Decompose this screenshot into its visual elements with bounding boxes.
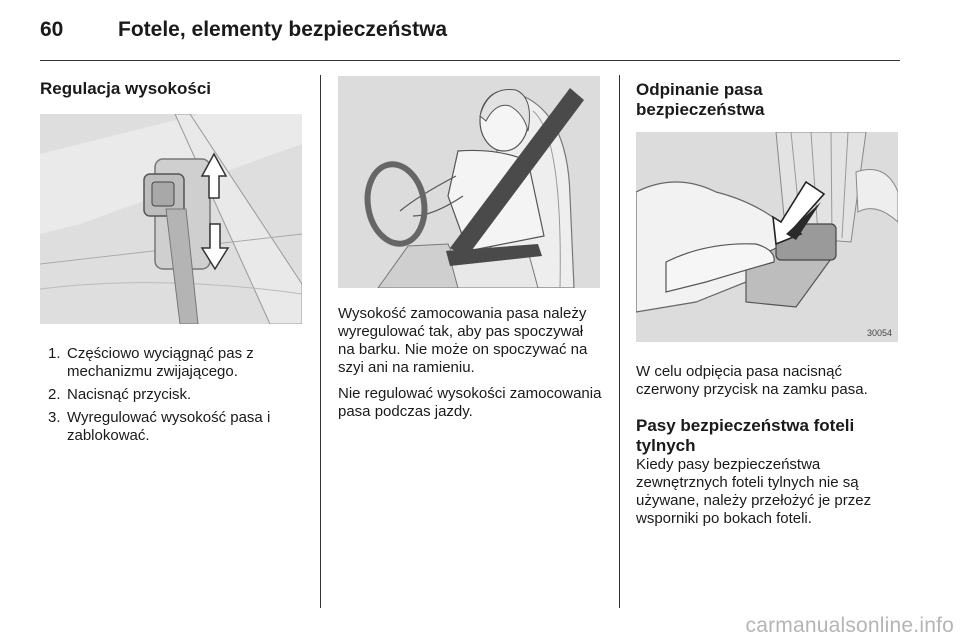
illustration-driver-with-belt [338, 76, 600, 288]
column-height-adjustment [40, 76, 302, 450]
list-item: 1. Częściowo wyciągnąć pas z mechanizmu zwijającego. [48, 345, 254, 380]
belt-position-paragraph: Wysokość zamocowania pasa należy wyregulować tak, aby pas spoczywał na barku. Nie może on spoczywać na szyi ani na ramieniu. [338, 305, 588, 376]
buckle-release-drawing [636, 132, 898, 342]
illustration-belt-height-adjuster [40, 114, 302, 324]
list-item: 3. Wyregulować wysokość pasa i zablokować. [48, 409, 271, 444]
column-belt-position [338, 76, 603, 421]
no-adjust-while-driving-paragraph: Nie regulować wysokości zamocowania pasa podczas jazdy. [338, 385, 602, 420]
driver-with-belt-drawing [338, 76, 600, 288]
section-heading-belt-release: Odpinanie pasa bezpieczeństwa [636, 80, 765, 119]
figure-code: 30054 [866, 328, 892, 338]
rear-seat-belts-paragraph: Kiedy pasy bezpieczeństwa zewnętrznych foteli tylnych nie są używane, należy przełożyć je przez wsporniki po bokach foteli. [636, 456, 872, 527]
header-rule [40, 60, 900, 61]
watermark: carmanualsonline.info [745, 614, 954, 637]
page-header [40, 16, 900, 56]
release-instruction-paragraph: W celu odpięcia pasa nacisnąć czerwony przycisk na zamku pasa. [636, 363, 868, 398]
column-belt-release [636, 76, 902, 528]
page-title: Fotele, elementy bezpieczeństwa [118, 18, 448, 41]
page-number: 60 [40, 18, 64, 41]
adjustment-steps-list [40, 345, 302, 445]
column-divider-1 [320, 75, 321, 608]
section-heading-rear-seat-belts: Pasy bezpieczeństwa foteli tylnych [636, 416, 855, 455]
section-heading-height-adjustment: Regulacja wysokości [40, 79, 212, 98]
column-divider-2 [619, 75, 620, 608]
belt-height-adjuster-drawing [40, 114, 302, 324]
list-item: 2. Nacisnąć przycisk. [48, 386, 192, 403]
illustration-buckle-release [636, 132, 898, 342]
